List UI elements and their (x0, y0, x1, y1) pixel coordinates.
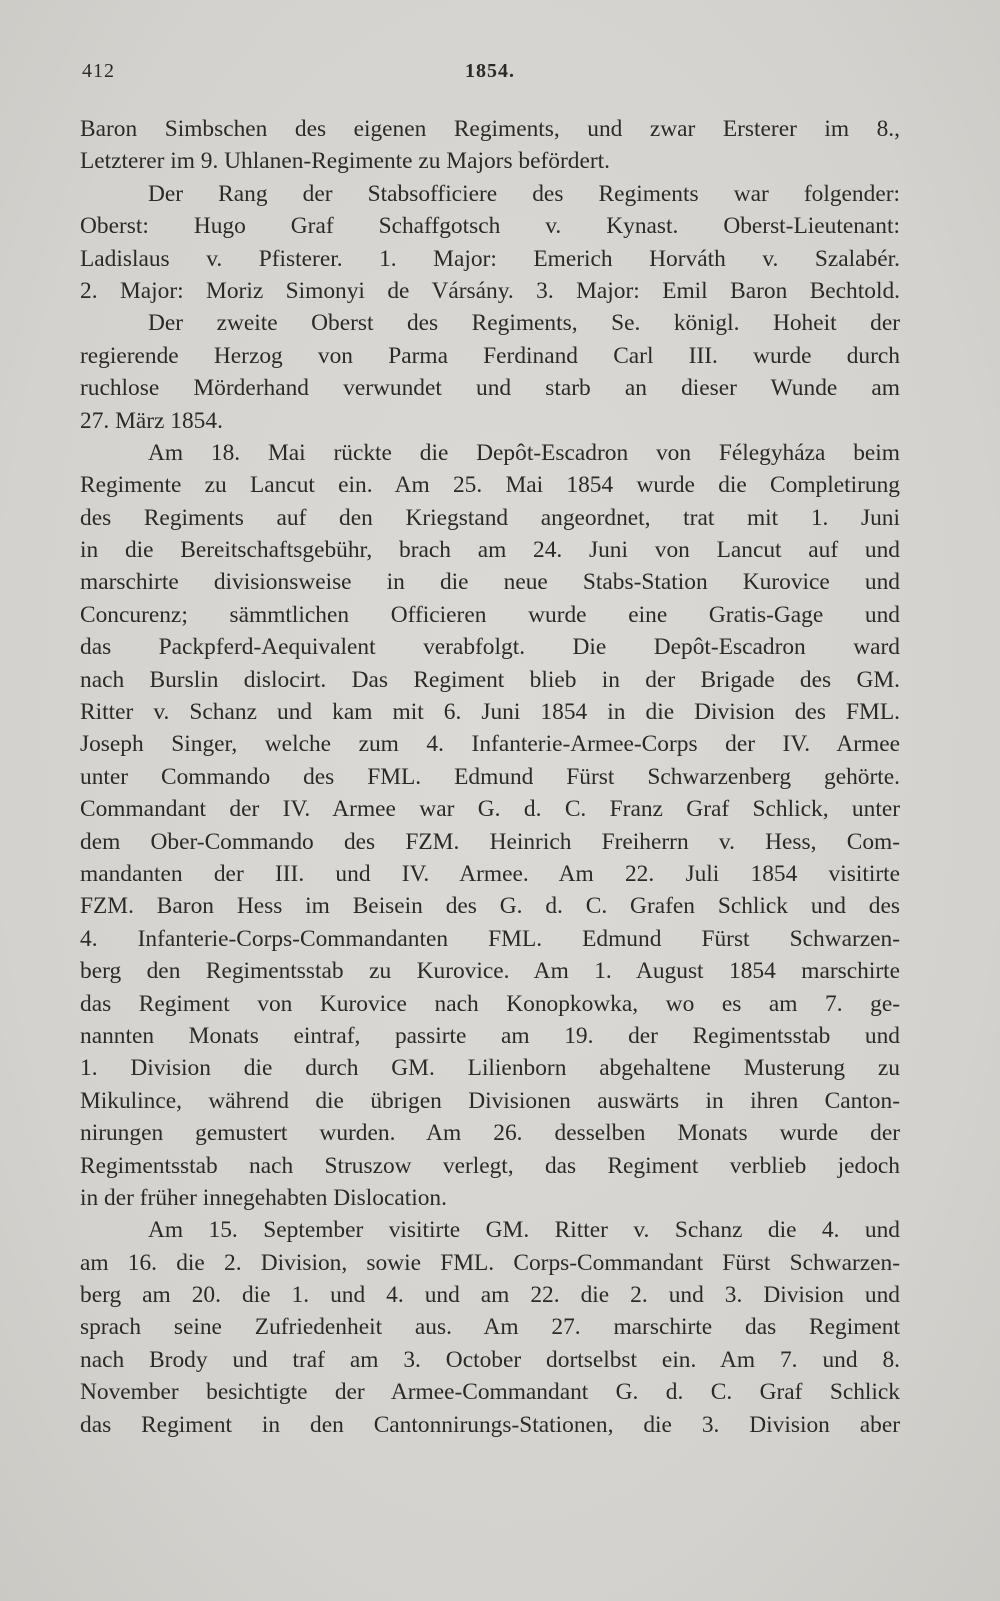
text-line: 27. März 1854. (80, 407, 223, 434)
text-line: Der zweite Oberst des Regiments, Se. königl. Hoheit der (148, 310, 900, 337)
text-line: Regimentsstab nach Struszow verlegt, das Regiment verblieb jedoch (80, 1152, 900, 1179)
text-line: in der früher innegehabten Dislocation. (80, 1184, 447, 1211)
text-line: Der Rang der Stabsofficiere des Regiments war folgender: (148, 180, 900, 207)
text-line: Oberst: Hugo Graf Schaffgotsch v. Kynast. Oberst-Lieutenant: (80, 213, 900, 240)
text-line: sprach seine Zufriedenheit aus. Am 27. marschirte das Regiment (80, 1314, 900, 1341)
text-line: Joseph Singer, welche zum 4. Infanterie-Armee-Corps der IV. Armee (80, 731, 900, 758)
text-line: Letzterer im 9. Uhlanen-Regimente zu Majors befördert. (80, 148, 610, 175)
text-line: ruchlose Mörderhand verwundet und starb an dieser Wunde am (80, 375, 900, 402)
text-line: November besichtigte der Armee-Commandant G. d. C. Graf Schlick (80, 1379, 900, 1406)
text-line: FZM. Baron Hess im Beisein des G. d. C. Grafen Schlick und des (80, 893, 900, 920)
text-line: in die Bereitschaftsgebühr, brach am 24. Juni von Lancut auf und (80, 537, 900, 564)
text-line: berg am 20. die 1. und 4. und am 22. die 2. und 3. Division und (80, 1282, 900, 1309)
text-line: Ritter v. Schanz und kam mit 6. Juni 1854 in die Division des FML. (80, 699, 900, 726)
text-line: dem Ober-Commando des FZM. Heinrich Freiherrn v. Hess, Com- (80, 828, 900, 855)
page-header (82, 60, 898, 90)
page-number: 412 (82, 60, 115, 82)
running-head-year: 1854. (465, 60, 515, 82)
text-line: mandanten der III. und IV. Armee. Am 22. Juli 1854 visitirte (80, 860, 900, 887)
text-line: Ladislaus v. Pfisterer. 1. Major: Emerich Horváth v. Szalabér. (80, 245, 900, 272)
text-line: 2. Major: Moriz Simonyi de Vársány. 3. Major: Emil Baron Bechtold. (80, 277, 900, 304)
text-line: das Packpferd-Aequivalent verabfolgt. Die Depôt-Escadron ward (80, 634, 900, 661)
text-line: nach Brody und traf am 3. October dortselbst ein. Am 7. und 8. (80, 1346, 900, 1373)
text-line: unter Commando des FML. Edmund Fürst Schwarzenberg gehörte. (80, 763, 900, 790)
text-line: Am 15. September visitirte GM. Ritter v. Schanz die 4. und (148, 1217, 900, 1244)
text-line: Regimente zu Lancut ein. Am 25. Mai 1854 wurde die Completirung (80, 472, 900, 499)
text-line: nirungen gemustert wurden. Am 26. desselben Monats wurde der (80, 1120, 900, 1147)
text-line: nach Burslin dislocirt. Das Regiment blieb in der Brigade des GM. (80, 666, 900, 693)
text-line: marschirte divisionsweise in die neue Stabs-Station Kurovice und (80, 569, 900, 596)
text-line: Baron Simbschen des eigenen Regiments, und zwar Ersterer im 8., (80, 116, 900, 142)
text-line: 4. Infanterie-Corps-Commandanten FML. Edmund Fürst Schwarzen- (80, 925, 900, 952)
text-line: das Regiment in den Cantonnirungs-Stationen, die 3. Division aber (80, 1411, 900, 1438)
text-line: am 16. die 2. Division, sowie FML. Corps-Commandant Fürst Schwarzen- (80, 1249, 900, 1276)
text-line: das Regiment von Kurovice nach Konopkowka, wo es am 7. ge- (80, 990, 900, 1017)
text-line: nannten Monats eintraf, passirte am 19. der Regimentsstab und (80, 1022, 900, 1049)
text-line: 1. Division die durch GM. Lilienborn abgehaltene Musterung zu (80, 1055, 900, 1082)
text-line: Commandant der IV. Armee war G. d. C. Franz Graf Schlick, unter (80, 796, 900, 823)
text-line: berg den Regimentsstab zu Kurovice. Am 1. August 1854 marschirte (80, 958, 900, 985)
text-line: Mikulince, während die übrigen Divisionen auswärts in ihren Canton- (80, 1087, 900, 1114)
text-line: des Regiments auf den Kriegstand angeordnet, trat mit 1. Juni (80, 504, 900, 531)
text-line: Am 18. Mai rückte die Depôt-Escadron von Félegyháza beim (148, 439, 900, 466)
text-line: Concurenz; sämmtlichen Officieren wurde eine Gratis-Gage und (80, 601, 900, 628)
text-line: regierende Herzog von Parma Ferdinand Carl III. wurde durch (80, 342, 900, 369)
body-text (80, 113, 900, 1441)
